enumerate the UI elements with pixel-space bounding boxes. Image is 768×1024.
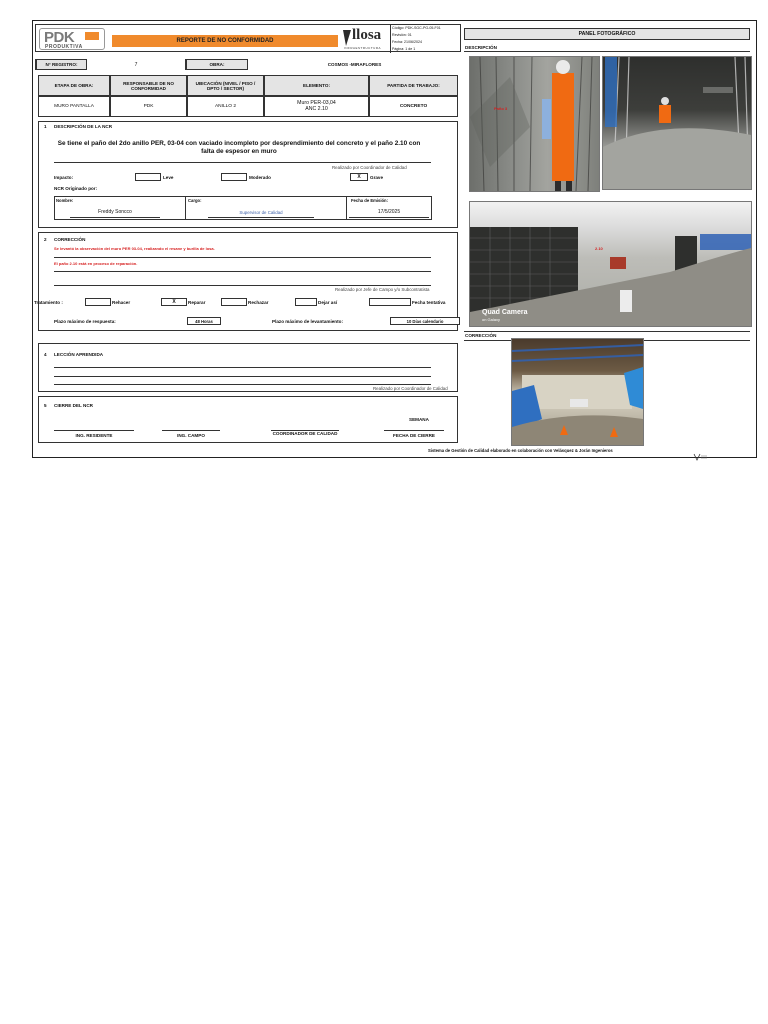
registro-row [35,59,461,70]
rehacer-label: Rehacer [112,300,131,305]
value-partida: CONCRETO [369,96,458,117]
camera-watermark-sub: on Galaxy [482,317,501,322]
section-cierre [38,396,458,443]
section4-title: LECCIÓN APRENDIDA [54,352,104,357]
photo-panel-2-10[interactable] [469,201,752,327]
meta-page: Página: 1 de 1 [392,47,416,51]
rehacer-checkbox[interactable] [85,298,111,306]
pdk-logo [39,28,105,50]
originado-label: NCR Originado por: [54,186,98,191]
obra-label: OBRA: [186,59,248,70]
impacto-moderado-checkbox[interactable] [221,173,247,181]
tratamiento-label: Tratamiento : [34,300,63,305]
fecha-tentativa-label: Fecha tentativa [412,300,446,305]
value-responsable: PDK [110,96,187,117]
panel-descripcion-label: DESCRIPCIÓN [465,45,497,50]
sign-coordinador: COORDINADOR DE CALIDAD [272,431,338,436]
dejar-asi-checkbox[interactable] [295,298,317,306]
section2-number: 2 [44,237,47,242]
section1-number: 1 [44,124,47,129]
photo-label-2-10: 2.10 [595,246,603,251]
plazo-levantamiento-value: 10 Días calendario [390,317,460,325]
report-header [35,24,461,52]
header-ubicacion: UBICACIÓN (NIVEL / PISO / DPTO / SECTOR) [187,75,264,96]
panel-title: PANEL FOTOGRÁFICO [464,28,750,40]
pdk-logo-sub: PRODUKTIVA [45,44,83,50]
header-responsable: RESPONSABLE DE NO CONFORMIDAD [110,75,187,96]
header-etapa: ETAPA DE OBRA: [38,75,110,96]
fecha-emision-line [349,217,429,218]
cargo-value: Supervisor de Calidad [239,210,283,215]
cargo-line [208,217,314,218]
section1-title: DESCRIPCIÓN DE LA NCR [54,124,113,129]
impacto-grave-checkbox[interactable]: X [350,173,368,181]
sign-fecha-cierre: FECHA DE CIERRE [393,433,435,438]
meta-revision: Revisión: 01 [392,33,412,37]
section2-realizado: Realizado por Jefe de Campo y/o Subcontratista [335,287,430,292]
section-descripcion [38,121,458,228]
photo-label-pano: Paño 3 [494,106,508,111]
correccion-line-2: El paño 2.10 está en proceso de reparación. [54,261,138,266]
value-etapa: MURO PANTALLA [38,96,110,117]
meta-date: Fecha: 21/06/2024 [392,40,422,44]
sign-residente: ING. RESIDENTE [75,433,113,438]
document-meta [390,25,462,53]
impacto-leve-label: Leve [163,175,174,180]
llosa-logo: llosa [352,27,382,43]
meta-code: Código: PDK-SGC-PG-05-F01 [392,26,441,30]
fecha-tentativa-field[interactable] [369,298,411,306]
dejar-asi-label: Dejar así [318,300,338,305]
impacto-moderado-label: Moderado [249,175,271,180]
llosa-logo-sub: INFRAESTRUCTURA [344,46,382,50]
ncr-description: Se tiene el paño del 2do anillo PER, 03-04 con vaciado incompleto por desprendimiento del concreto y el paño 2.10 con falta de espesor en muro [57,140,421,155]
pdk-logo-main: PDK [44,29,75,46]
footer-text: Sistema de Gestión de Calidad elaborado en colaboración con Velásquez & Jorán Ingenieros [428,448,613,453]
reparar-checkbox[interactable]: X [161,298,187,306]
report-form [35,24,461,456]
semana-label: SEMANA [409,417,429,422]
photo-wall-worker[interactable] [469,56,600,192]
nombre-value: Freddy Soncco [98,209,132,215]
cargo-label: Cargo: [188,198,202,203]
info-table [35,75,461,119]
originado-table [54,196,432,220]
footer-logo-icon [692,448,708,456]
impacto-label: Impacto: [54,175,74,180]
section4-realizado: Realizado por Coordinador de Calidad [373,386,448,391]
section1-realizado: Realizado por Coordinador de Calidad [332,165,407,170]
reparar-label: Reparar [188,300,206,305]
rechazar-label: Rechazar [248,300,269,305]
impacto-grave-label: Grave [370,175,384,180]
section4-number: 4 [44,352,47,357]
plazo-respuesta-value: 48 Horas [187,317,221,325]
fecha-emision-label: Fecha de Emisión: [351,198,388,203]
correccion-line-1: Se levantó la observación del muro PER 03-04, realizando el resane y burilla de losa. [54,246,215,251]
panel-correccion-label: CORRECCIÓN [465,333,497,338]
section5-title: CIERRE DEL NCR [54,403,93,408]
header-elemento: ELEMENTO: [264,75,369,96]
obra-value: COSMOS -MIRAFLORES [248,59,461,70]
plazo-respuesta-label: Plazo máximo de respuesta: [54,319,116,324]
report-title: REPORTE DE NO CONFORMIDAD [112,35,338,47]
rechazar-checkbox[interactable] [221,298,247,306]
section5-number: 5 [44,403,47,408]
value-ubicacion: ANILLO 2 [187,96,264,117]
pdk-logo-accent [85,32,99,40]
plazo-levantamiento-label: Plazo máximo de levantamiento: [272,319,343,324]
section-leccion [38,343,458,392]
llosa-logo-mark [342,29,352,47]
registro-value: 7 [86,59,186,70]
fecha-emision-value: 17/5/2025 [377,209,401,215]
registro-label: N° REGISTRO: [36,59,87,70]
section2-title: CORRECCIÓN [54,237,86,242]
section-correccion [34,232,458,331]
header-partida: PARTIDA DE TRABAJO: [369,75,458,96]
nombre-label: Nombre: [56,198,74,203]
nombre-line [70,217,160,218]
photo-panel [464,24,752,456]
value-elemento: Muro PER-03,04 ANC 2.10 [264,96,369,117]
description-line [54,162,431,163]
photo-excavation[interactable] [602,56,752,190]
camera-watermark: Quad Camera [482,309,528,316]
photo-correction[interactable] [511,338,644,446]
sign-campo: ING. CAMPO [177,433,205,438]
impacto-leve-checkbox[interactable] [135,173,161,181]
